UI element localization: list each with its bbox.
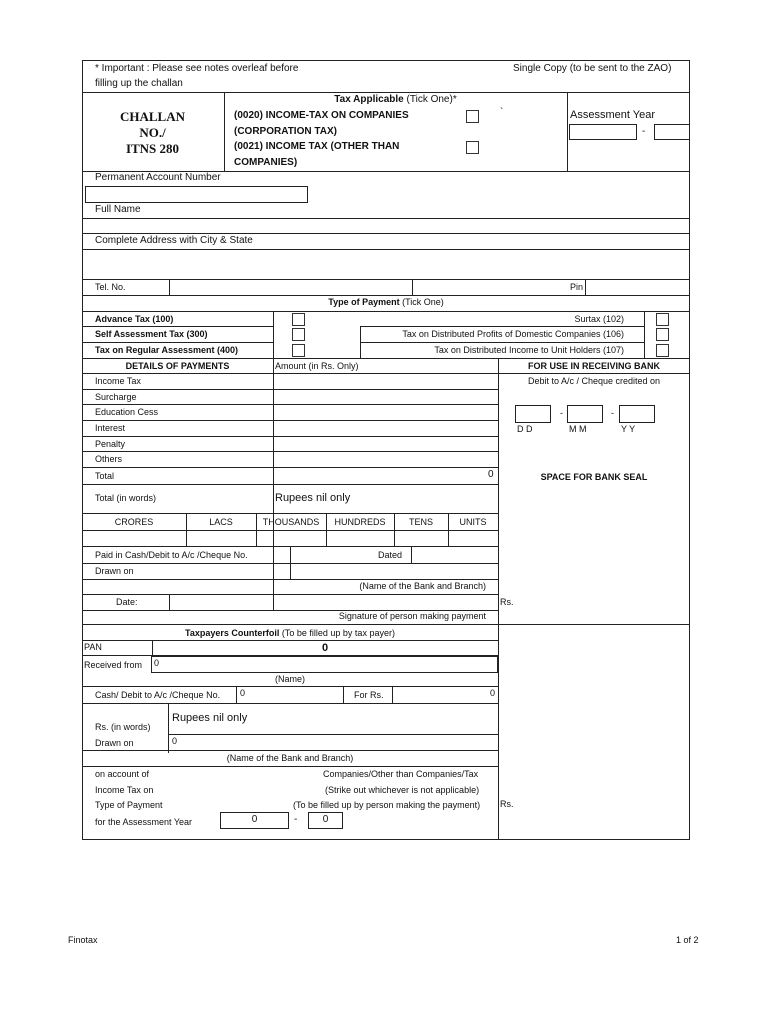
date-dd-input[interactable]: [515, 405, 551, 423]
rs-label-lower: Rs.: [500, 799, 514, 809]
date-mm-caption: M M: [569, 424, 587, 434]
distributed-income-label: Tax on Distributed Income to Unit Holders (107): [434, 345, 624, 355]
type-of-payment-title: Type of Payment (Tick One): [328, 297, 444, 307]
regular-assessment-label: Tax on Regular Assessment (400): [95, 345, 239, 355]
checkbox-0021[interactable]: [466, 141, 479, 154]
row-income-tax: Income Tax: [95, 376, 141, 386]
surtax-label: Surtax (102): [574, 314, 624, 324]
counterfoil-title: Taxpayers Counterfoil (To be filled up by tax payer): [185, 628, 395, 638]
row-interest: Interest: [95, 423, 126, 433]
companies-caption: Companies/Other than Companies/Tax: [323, 769, 479, 779]
dated-label: Dated: [378, 550, 403, 560]
name-caption: (Name): [274, 674, 305, 684]
date-mm-input[interactable]: [567, 405, 603, 423]
denom-crores: CRORES: [114, 517, 154, 527]
counterfoil-ay-to-value: 0: [322, 814, 329, 825]
on-account-label: on account of: [95, 769, 150, 779]
distributed-profits-label: Tax on Distributed Profits of Domestic Companies (106): [402, 329, 624, 339]
bank-branch-caption: (Name of the Bank and Branch): [359, 581, 486, 591]
cheque-credited-label: Debit to A/c / Cheque credited on: [527, 376, 661, 386]
stray-backtick: `: [500, 107, 504, 118]
receiving-bank-header: FOR USE IN RECEIVING BANK: [527, 361, 660, 371]
type-of-payment-label: Type of Payment: [95, 800, 163, 810]
pan-input[interactable]: [85, 186, 308, 203]
denom-tens: TENS: [408, 517, 433, 527]
for-rs-label: For Rs.: [354, 690, 384, 700]
important-note-line2: filling up the challan: [95, 78, 183, 89]
date-yy-caption: Y Y: [621, 424, 636, 434]
counterfoil-pan-label: PAN: [84, 642, 102, 652]
details-header: DETAILS OF PAYMENTS: [125, 361, 230, 371]
received-from-value: 0: [154, 658, 160, 668]
challan-no: NO./: [139, 125, 166, 140]
row-total: Total: [95, 471, 115, 481]
paid-by-label: Paid in Cash/Debit to A/c /Cheque No.: [95, 550, 248, 560]
assessment-year-label: Assessment Year: [570, 109, 655, 121]
tel-input[interactable]: [170, 280, 412, 295]
denom-units: UNITS: [459, 517, 487, 527]
total-words-label: Total (in words): [95, 493, 157, 503]
income-tax-on-label: Income Tax on: [95, 785, 154, 795]
row-education-cess: Education Cess: [95, 407, 159, 417]
date-dash-1: -: [560, 408, 563, 418]
denom-lacs: LACS: [209, 517, 233, 527]
date-label: Date:: [116, 597, 138, 607]
received-from-label: Received from: [84, 660, 143, 670]
signature-caption: Signature of person making payment: [338, 611, 486, 621]
counterfoil-bank-caption: (Name of the Bank and Branch): [226, 753, 354, 763]
for-rs-value: 0: [490, 688, 496, 698]
counterfoil-drawn-label: Drawn on: [95, 738, 134, 748]
counterfoil-drawn-value: 0: [172, 736, 178, 746]
counterfoil-ay-dash: -: [294, 814, 298, 825]
rs-label-upper: Rs.: [500, 597, 514, 607]
denom-hundreds: HUNDREDS: [334, 517, 386, 527]
drawn-on-label: Drawn on: [95, 566, 134, 576]
bank-seal-caption: SPACE FOR BANK SEAL: [540, 472, 648, 482]
footer-brand: Finotax: [68, 935, 98, 945]
total-words-value: Rupees nil only: [275, 492, 351, 504]
footer-page-number: 1 of 2: [676, 935, 699, 945]
tax-option-0021: (0021) INCOME TAX (OTHER THAN: [234, 141, 400, 152]
date-dash-2: -: [611, 408, 614, 418]
self-assessment-label: Self Assessment Tax (300): [95, 329, 208, 339]
received-from-input[interactable]: [151, 656, 498, 673]
tax-option-0020-sub: (CORPORATION TAX): [234, 126, 337, 137]
denom-thousands: THOUSANDS: [262, 517, 320, 527]
tax-applicable-title: Tax Applicable (Tick One)*: [334, 94, 457, 105]
counterfoil-cash-label: Cash/ Debit to A/c /Cheque No.: [95, 690, 221, 700]
checkbox-distributed-profits[interactable]: [656, 328, 669, 341]
advance-tax-label: Advance Tax (100): [95, 314, 174, 324]
assessment-year-dash: -: [642, 126, 646, 137]
pin-input[interactable]: [586, 280, 689, 295]
checkbox-0020[interactable]: [466, 110, 479, 123]
date-yy-input[interactable]: [619, 405, 655, 423]
checkbox-surtax[interactable]: [656, 313, 669, 326]
assessment-year-from-input[interactable]: [569, 124, 637, 140]
challan-title: CHALLAN: [119, 109, 185, 124]
checkbox-regular-assessment[interactable]: [292, 344, 305, 357]
full-name-label: Full Name: [95, 204, 141, 215]
counterfoil-ay-label: for the Assessment Year: [95, 817, 193, 827]
single-copy-note: Single Copy (to be sent to the ZAO): [513, 63, 672, 74]
checkbox-advance-tax[interactable]: [292, 313, 305, 326]
row-surcharge: Surcharge: [95, 392, 137, 402]
tax-option-0020: (0020) INCOME-TAX ON COMPANIES: [234, 110, 409, 121]
counterfoil-ay-from-value: 0: [251, 814, 258, 825]
counterfoil-cash-value: 0: [240, 688, 246, 698]
important-note: * Important : Please see notes overleaf before: [95, 63, 299, 74]
checkbox-self-assessment[interactable]: [292, 328, 305, 341]
pan-label: Permanent Account Number: [95, 172, 221, 183]
total-value: 0: [488, 469, 494, 480]
assessment-year-to-input[interactable]: [654, 124, 690, 140]
date-dd-caption: D D: [517, 424, 533, 434]
strike-caption: (Strike out whichever is not applicable): [325, 785, 480, 795]
filled-by-caption: (To be filled up by person making the payment): [293, 800, 481, 810]
counterfoil-words-value: Rupees nil only: [172, 712, 248, 724]
row-penalty: Penalty: [95, 439, 126, 449]
challan-itns: ITNS 280: [125, 141, 180, 156]
checkbox-distributed-income[interactable]: [656, 344, 669, 357]
tax-option-0021-sub: COMPANIES): [234, 157, 298, 168]
address-label: Complete Address with City & State: [95, 235, 253, 246]
row-others: Others: [95, 454, 123, 464]
counterfoil-pan-value: 0: [321, 642, 329, 654]
amount-header: Amount (in Rs. Only): [275, 361, 359, 371]
tel-label: Tel. No.: [95, 282, 126, 292]
pin-label: Pin: [570, 282, 584, 292]
counterfoil-words-label: Rs. (in words): [95, 722, 151, 732]
